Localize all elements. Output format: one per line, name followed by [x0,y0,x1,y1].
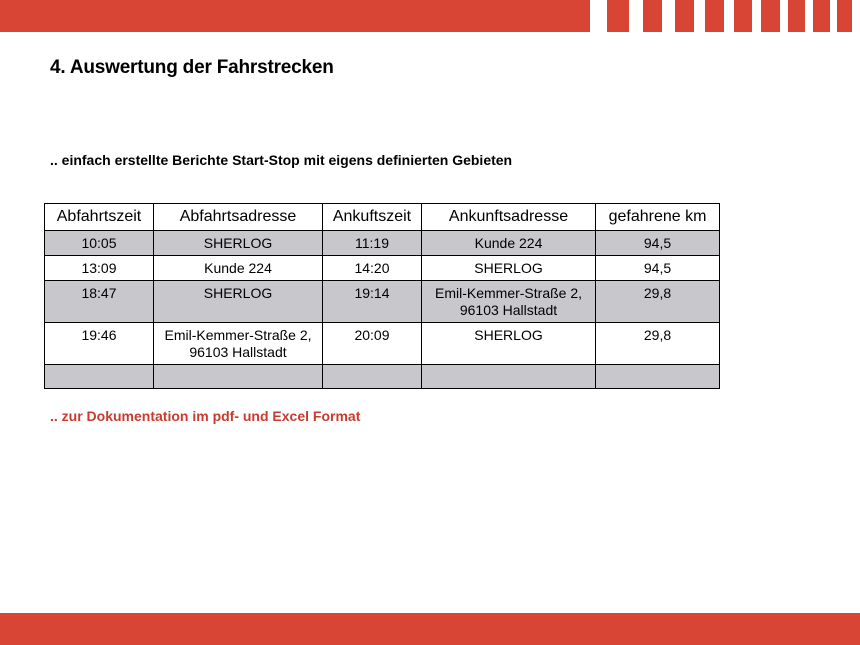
cell-departure-time: 13:09 [45,256,154,281]
header-arrival-time: Ankuftszeit [323,204,422,231]
table-row [45,323,720,365]
cell-distance-km: 29,8 [596,281,720,323]
stripe-gap [780,0,788,32]
cell-arrival-time: 20:09 [323,323,422,365]
cell-arrival-address: SHERLOG [422,323,596,365]
stripe-gap [662,0,675,32]
bottom-bar [0,613,860,645]
stripe-gap [852,0,860,32]
stripe-gap [590,0,607,32]
cell-empty [45,365,154,389]
table-row [45,231,720,256]
table-row [45,256,720,281]
table-row [45,281,720,323]
cell-distance-km: 29,8 [596,323,720,365]
stripe-gap [805,0,813,32]
table-header-row [45,204,720,231]
page-title: 4. Auswertung der Fahrstrecken [50,57,334,78]
cell-distance-km: 94,5 [596,256,720,281]
cell-arrival-address: Kunde 224 [422,231,596,256]
cell-arrival-address: SHERLOG [422,256,596,281]
cell-arrival-time: 19:14 [323,281,422,323]
cell-arrival-time: 14:20 [323,256,422,281]
stripe-gap [694,0,705,32]
cell-departure-address: Kunde 224 [154,256,323,281]
cell-departure-time: 19:46 [45,323,154,365]
cell-empty [422,365,596,389]
header-departure-time: Abfahrtszeit [45,204,154,231]
cell-departure-address: SHERLOG [154,281,323,323]
cell-arrival-time: 11:19 [323,231,422,256]
header-distance-km: gefahrene km [596,204,720,231]
cell-arrival-address: Emil-Kemmer-Straße 2, 96103 Hallstadt [422,281,596,323]
trip-report-table [44,203,720,389]
header-arrival-address: Ankunftsadresse [422,204,596,231]
cell-departure-address: Emil-Kemmer-Straße 2, 96103 Hallstadt [154,323,323,365]
cell-empty [596,365,720,389]
cell-departure-time: 10:05 [45,231,154,256]
cell-departure-address: SHERLOG [154,231,323,256]
stripe-gap [752,0,761,32]
cell-empty [323,365,422,389]
cell-distance-km: 94,5 [596,231,720,256]
stripe-gap [629,0,643,32]
stripe-gap [724,0,734,32]
table-row-empty [45,365,720,389]
export-note: .. zur Dokumentation im pdf- und Excel Format [50,408,361,424]
cell-empty [154,365,323,389]
top-stripe-bar [0,0,860,32]
header-departure-address: Abfahrtsadresse [154,204,323,231]
cell-departure-time: 18:47 [45,281,154,323]
stripe-gap [830,0,837,32]
page-subtitle: .. einfach erstellte Berichte Start-Stop mit eigens definierten Gebieten [50,152,513,168]
